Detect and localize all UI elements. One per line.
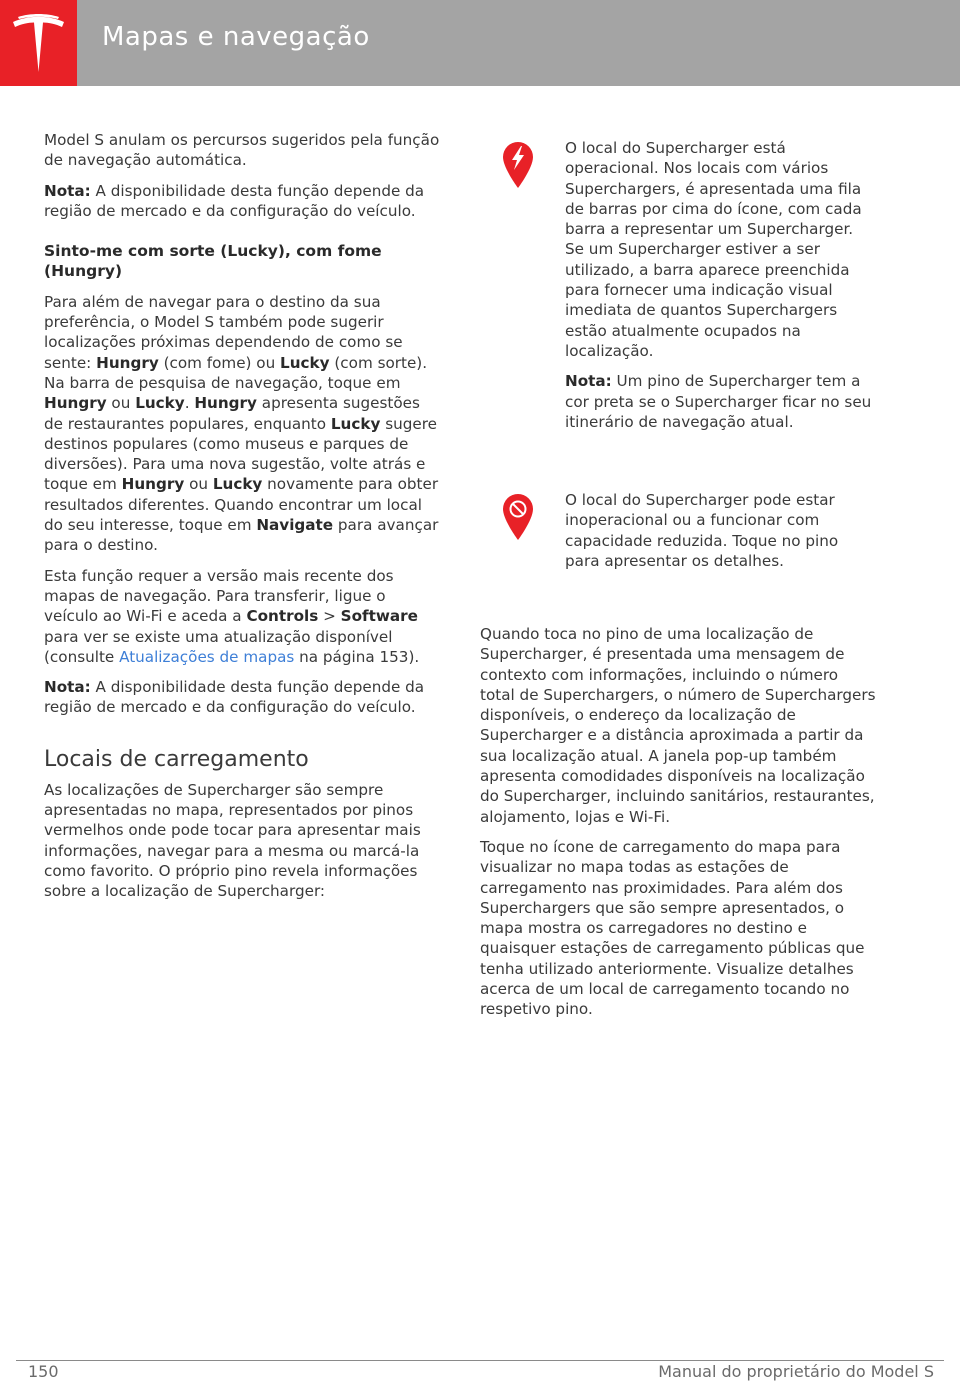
hungry-term: Hungry [121,475,185,494]
pin-description [565,138,875,442]
section-title: Locais de carregamento [44,746,309,772]
note [565,371,875,432]
navigate-term: Navigate [256,516,334,535]
lucky-term: Lucky [212,475,263,494]
footer-title: Manual do proprietário do Model S [658,1362,934,1381]
pin-inoperative-text: O local do Supercharger pode estar inoperacional ou a funcionar com capacidade reduzida. Toque no pino para apresentar os detalhes. [565,491,839,570]
paragraph: Para além de navegar para o destino da sua preferência, o Model S também pode sugerir localizações próximas dependendo de como se sente: Hungry (com fome) ou Lucky (com sorte). Na barra de pesquisa de navegação, toque em Hungry ou Lucky. Hungry apresenta sugestões de restaurantes populares, enquanto Lucky sugere destinos populares (como museus e parques de diversões). Para uma nova sugestão, volte atrás e toque em Hungry ou Lucky novamente para obter resultados diferentes. Quando encontrar um local do seu interesse, toque em Navigate para avançar para o destino. [44,292,439,555]
pin-operational-text: O local do Supercharger está operacional. Nos locais com vários Superchargers, é apresentada uma fila de barras por cima do ícone, com cada barra a representar um Supercharger. Se um Supercharger estiver a ser utilizado, a barra aparece preenchida para fornecer uma indicação visual imediata de quantos Superchargers estão atualmente ocupados na localização. [565,139,862,360]
note-text: A disponibilidade desta função depende da região de mercado e da configuração do veículo. [44,181,425,220]
paragraph: Quando toca no pino de uma localização de Supercharger, é presentada uma mensagem de contexto com informações, incluindo o número total de Superchargers, o número de Superchargers disponíveis, o endereço da localização de Supercharger e a distância aproximada a partir da sua localização atual. A janela pop-up também apresenta comodidades disponíveis na localização do Supercharger, incluindo sanitários, restaurantes, alojamento, lojas e Wi-Fi. [480,625,876,826]
note-label: Nota: [44,181,91,200]
note-label: Nota: [565,372,612,391]
tesla-logo [0,0,77,86]
page-number: 150 [28,1362,59,1381]
hungry-term: Hungry [44,394,107,413]
map-updates-link[interactable]: Atualizações de mapas [119,647,295,666]
page-title: Mapas e navegação [102,22,370,52]
subheading: Sinto-me com sorte (Lucky), com fome (Hungry) [44,242,382,281]
lucky-term: Lucky [330,414,381,433]
hungry-term: Hungry [194,394,257,413]
paragraph: As localizações de Supercharger são sempre apresentadas no mapa, representados por pinos vermelhos onde pode tocar para apresentar mais informações, navegar para a mesma ou marcá-la como favorito. O próprio pino revela informações sobre a localização de Supercharger: [44,780,421,901]
paragraph: Esta função requer a versão mais recente dos mapas de navegação. Para transferir, ligue o veículo ao Wi-Fi e aceda a Controls > Software para ver se existe uma atualização disponível (consulte Atualizações de mapas na página 153). [44,566,420,666]
left-column [44,130,440,912]
lucky-term: Lucky [280,353,330,372]
supercharger-pin-icon [500,138,536,190]
note-text: A disponibilidade desta função depende da região de mercado e da configuração do veículo. [44,678,425,717]
pin-description [565,490,875,581]
right-column [480,624,876,1030]
note-label: Nota: [44,678,91,697]
hungry-term: Hungry [96,353,159,372]
footer-divider [16,1360,944,1361]
software-term: Software [340,607,418,626]
page-header [0,0,960,86]
supercharger-unavailable-pin-icon [500,490,536,542]
tesla-t-icon [10,14,67,74]
lucky-term: Lucky [135,394,185,413]
paragraph: Toque no ícone de carregamento do mapa para visualizar no mapa todas as estações de carregamento nas proximidades. Para além dos Superchargers que são sempre apresentados, o mapa mostra os carregadores no destino e quaisquer estações de carregamento públicas que tenha utilizado anteriormente. Visualize detalhes acerca de um local de carregamento tocando no respetivo pino. [480,837,865,1019]
note [44,677,440,718]
controls-term: Controls [246,607,319,626]
paragraph: Model S anulam os percursos sugeridos pela função de navegação automática. [44,131,440,170]
note [44,181,440,222]
note-text: Um pino de Supercharger tem a cor preta se o Supercharger ficar no seu itinerário de navegação atual. [565,372,872,431]
